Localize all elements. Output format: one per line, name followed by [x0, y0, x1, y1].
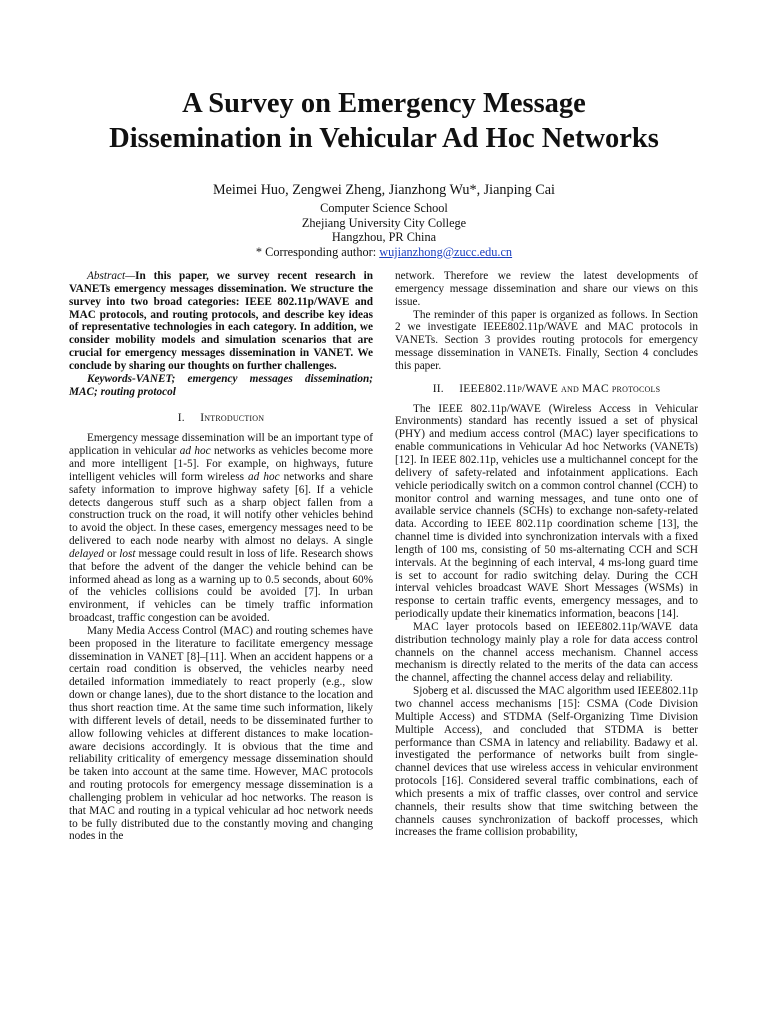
italic-run: ad hoc — [179, 445, 211, 458]
section-heading-introduction — [69, 412, 373, 425]
section-title: Introduction — [200, 412, 265, 425]
text-run: networks as vehicles become more and more intelligent [1-5]. For example, on highways, future intelligent vehicles will form wireless — [69, 445, 373, 483]
italic-run: delayed — [69, 547, 104, 560]
section-title-main: IEEE802.11 — [459, 382, 518, 395]
section2-paragraph-1: The IEEE 802.11p/WAVE (Wireless Access in Vehicular Environments) standard has recently issued a set of physical (PHY) and medium access control (MAC) layer specifications to enable communications in Vehicular Ad hoc Networks (VANETs) [12]. In IEEE 802.11p, vehicles use a multichannel concept for the delivery of safety-related and infotainment applications. Each vehicle periodically switch on a common control channel (CCH) to monitor control and warning messages, and tune onto one of available service channels (SCHs) to exchange non-safety-related data. According to IEEE 802.11p coordination scheme [13], the channel time is divided into synchronization intervals with a fixed length of 100 ms, consisting of 50 ms-alternating CCH and SCH intervals. At the beginning of each interval, 4 ms-long guard time is set to account for radio switching delay. During the CCH interval vehicles broadcast WAVE Short Messages (WSMs) in response to certain traffic events, emergency messages, and to periodically update their kinematics information, beacons [14]. — [395, 402, 698, 621]
text-run: networks and share safety information to improve highway safety [6]. If a vehicle detects dangerous stuff such as a sharp object fallen from a construction truck on the road, it will notify other vehicles behind to avoid the object. In these cases, emergency messages need to be delivered to each node nearby with almost no delays. A single — [69, 470, 373, 548]
intro-paragraph-2-continued: network. Therefore we review the latest developments of emergency message dissemination and share our views on this issue. — [395, 270, 698, 308]
title-line-1: A Survey on Emergency Message — [182, 88, 586, 119]
corresponding-label: * Corresponding author: — [255, 244, 380, 259]
affiliation-city: Hangzhou, PR China — [331, 230, 437, 245]
affiliation-block — [40, 201, 728, 259]
intro-paragraph-1 — [69, 432, 373, 625]
paper-title — [40, 86, 728, 156]
right-column — [395, 270, 698, 839]
text-run: or — [103, 547, 120, 560]
italic-run: lost — [119, 547, 136, 560]
left-column — [69, 270, 373, 843]
corresponding-author — [40, 245, 728, 260]
section-heading-802-11p — [395, 383, 698, 396]
section-number: II. — [432, 382, 444, 395]
section-title-smallcaps: p/WAVE and MAC protocols — [517, 382, 661, 395]
abstract-label: Abstract — [87, 270, 126, 282]
affiliation-school: Computer Science School — [320, 201, 448, 215]
section2-paragraph-2: MAC layer protocols based on IEEE802.11p/WAVE data distribution technology mainly play a role for data access control channels on the channel access mechanism. Channel access mechanism is directly related to the merits of the data can access the channel, affecting the channel access delay and reliability. — [395, 620, 698, 685]
abstract-text: In this paper, we survey recent research in VANETs emergency messages dissemination. We structure the survey into two broad categories: IEEE 802.11p/WAVE and MAC protocols, and routing protocols, and describe key ideas of representative technologies in each category. In addition, we consider mobility models and simulation scenarios that are crucial for emergency messages dissemination in VANET. We conclude by sharing our thoughts on further challenges. — [69, 270, 373, 372]
affiliation-college: Zhejiang University City College — [301, 215, 467, 230]
italic-run: ad hoc — [248, 470, 280, 483]
author-email-link[interactable]: wujianzhong@zucc.edu.cn — [379, 244, 513, 259]
intro-paragraph-2: Many Media Access Control (MAC) and routing schemes have been proposed in the literature to facilitate emergency message dissemination in VANET [8]–[11]. When an accident happens or a certain road condition is observed, the vehicles nearby need detailed information immediately to react properly (e.g., slow down or change lanes), due to the short distance to the location and thus short reaction time. At the same time such information, likely with different levels of detail, needs to be disseminated further to allow following vehicles at different distances to make location-aware decisions accordingly. It is obvious that the time and reliability criticality of emergency message dissemination should be taken into account at the same time. However, MAC protocols and routing protocols for emergency message dissemination is a challenging problem in vehicular ad hoc networks. The reason is that MAC and routing in a typical vehicular ad hoc network needs to be fully distributed due to the constantly moving and changing nodes in the — [69, 624, 373, 843]
text-run: message could result in loss of life. Research shows that before the advent of the danger the vehicle behind can be informed ahead as long as a warning up to 0.5 seconds, about 60% of the vehicles collisions could be avoided [7]. In urban environment, if vehicles can be timely traffic information broadcast, traffic congestion can be avoided. — [69, 547, 373, 625]
abstract — [69, 270, 373, 373]
author-list: Meimei Huo, Zengwei Zheng, Jianzhong Wu*, Jianping Cai — [213, 182, 555, 198]
intro-paragraph-3: The reminder of this paper is organized as follows. In Section 2 we investigate IEEE802.11p/WAVE and MAC protocols in VANETs. Section 3 provides routing protocols for emergency message dissemination in VANETs. Finally, Section 4 concludes this paper. — [395, 308, 698, 372]
keywords: Keywords-VANET; emergency messages dissemination; MAC; routing protocol — [69, 372, 373, 398]
text-run: Emergency message dissemination will be an important type of application in vehicular — [69, 432, 373, 458]
section-number: I. — [177, 412, 185, 425]
section2-paragraph-3: Sjoberg et al. discussed the MAC algorithm used IEEE802.11p two channel access mechanisms [15]: CSMA (Code Division Multiple Access) and STDMA (Self-Organizing Time Division Multiple Access), and concluded that STDMA is better performance than CSMA in latency and reliability. Badawy et al. investigated the performance of networks built from single-channel devices that use wireless access in vehicular environment protocols [16]. Considered several traffic combinations, each of which presents a mix of traffic classes, over control and service channels, their results show that time switching between the channels causes synchronization of backoff processes, which increases the frame collision probability, — [395, 685, 698, 839]
title-line-2: Dissemination in Vehicular Ad Hoc Networks — [109, 123, 659, 154]
abstract-dash: — — [125, 270, 136, 282]
